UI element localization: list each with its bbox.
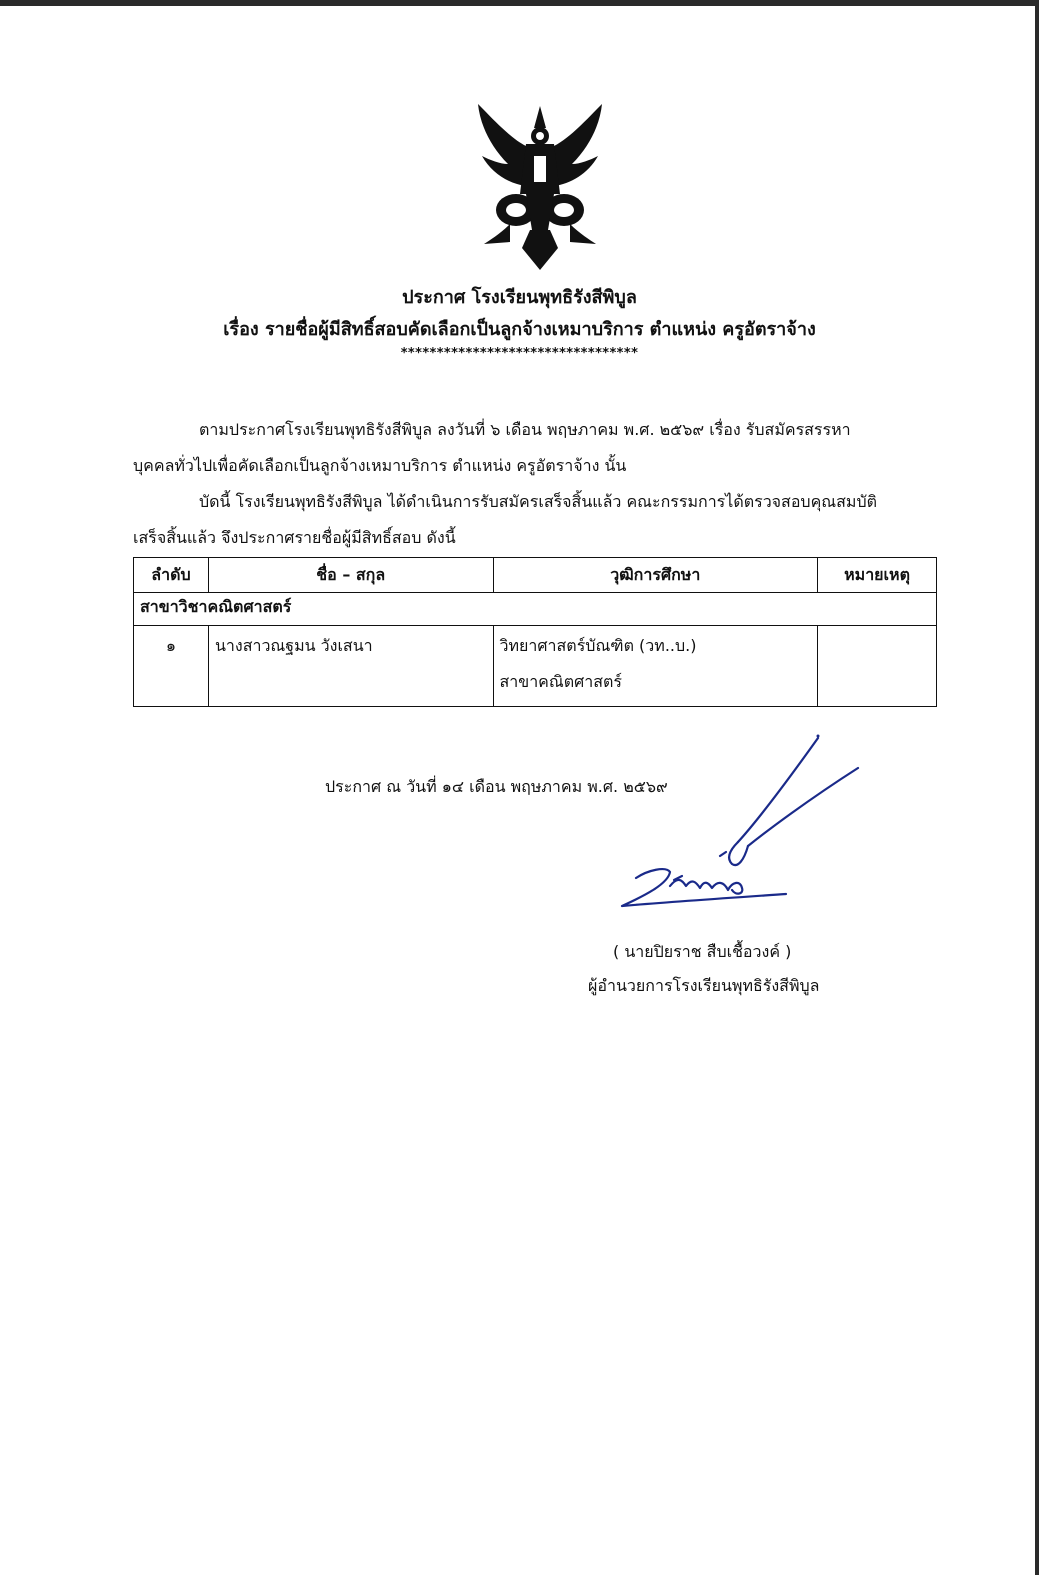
candidate-table	[133, 557, 937, 707]
scan-edge-top	[0, 0, 1039, 6]
signer-position: ผู้อำนวยการโรงเรียนพุทธิรังสีพิบูล	[588, 976, 820, 995]
announcement-subject: เรื่อง รายชื่อผู้มีสิทธิ์สอบคัดเลือกเป็นลูกจ้างเหมาบริการ ตำแหน่ง ครูอัตราจ้าง	[223, 319, 816, 340]
header-education: วุฒิการศึกษา	[493, 558, 818, 593]
paragraph-line: บุคคลทั่วไปเพื่อคัดเลือกเป็นลูกจ้างเหมาบริการ ตำแหน่ง ครูอัตราจ้าง นั้น	[133, 456, 627, 475]
paragraph-reference	[133, 420, 933, 476]
announcement-date: ประกาศ ณ วันที่ ๑๔ เดือน พฤษภาคม พ.ศ. ๒๕๖๙	[325, 777, 668, 796]
row-name-cell	[208, 626, 493, 707]
paragraph-line: ตามประกาศโรงเรียนพุทธิรังสีพิบูล ลงวันที่ ๖ เดือน พฤษภาคม พ.ศ. ๒๕๖๙ เรื่อง รับสมัครสรรหา	[199, 420, 851, 439]
header-no: ลำดับ	[134, 558, 209, 593]
paragraph-line: เสร็จสิ้นแล้ว จึงประกาศรายชื่อผู้มีสิทธิ์สอบ ดังนี้	[133, 528, 456, 547]
header-name: ชื่อ – สกุล	[208, 558, 493, 593]
announcement-title: ประกาศ โรงเรียนพุทธิรังสีพิบูล	[402, 287, 637, 308]
garuda-emblem-icon	[470, 98, 610, 276]
section-label: สาขาวิชาคณิตศาสตร์	[134, 593, 937, 626]
separator-stars: *********************************	[400, 346, 639, 361]
row-education-degree: วิทยาศาสตร์บัณฑิต (วท..บ.)	[499, 636, 697, 655]
table-header-row	[134, 558, 937, 593]
table-row	[134, 626, 937, 707]
signer-name: ( นายปิยราช สืบเชื้อวงค์ )	[613, 942, 792, 961]
paragraph-line: บัดนี้ โรงเรียนพุทธิรังสีพิบูล ได้ดำเนินการรับสมัครเสร็จสิ้นแล้ว คณะกรรมการได้ตรวจสอบคุณสมบัติ	[199, 492, 877, 511]
row-education-major: สาขาคณิตศาสตร์	[499, 672, 622, 691]
paragraph-result	[133, 492, 933, 548]
handwritten-signature	[608, 730, 868, 920]
row-name: นางสาวณฐมน วังเสนา	[214, 636, 373, 655]
scan-edge-right	[1035, 0, 1039, 1575]
row-education-cell	[493, 626, 818, 707]
table-section-row	[134, 593, 937, 626]
row-no: ๑	[134, 626, 209, 707]
header-note: หมายเหตุ	[818, 558, 937, 593]
row-note	[818, 626, 937, 707]
